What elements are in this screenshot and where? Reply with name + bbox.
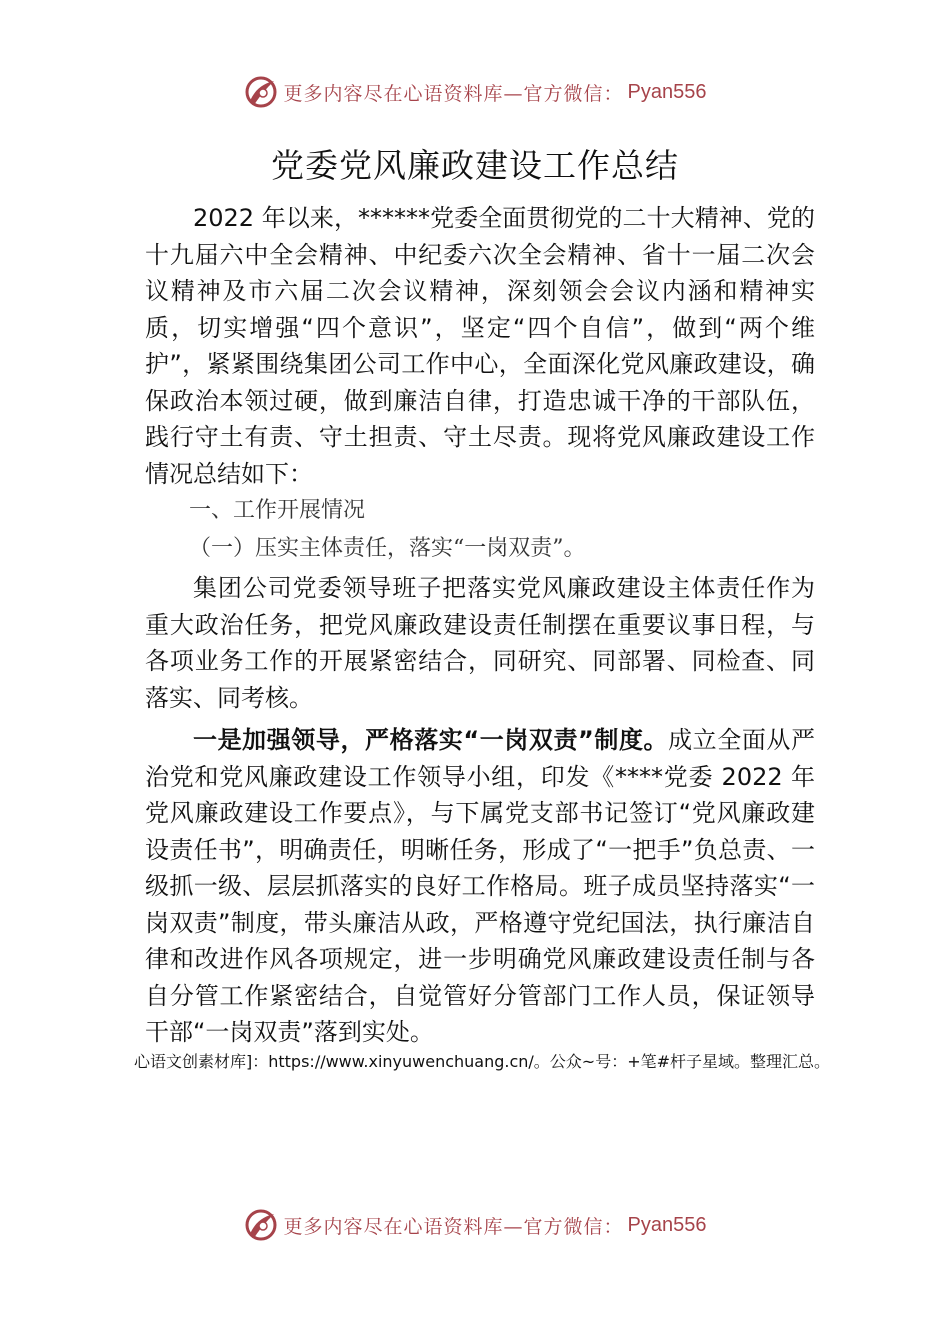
brand-logo-icon	[244, 1208, 278, 1242]
header-banner	[0, 72, 950, 112]
banner-wechat-id: Pyan556	[627, 80, 707, 103]
brand-logo-icon	[244, 75, 278, 109]
footer-banner	[0, 1205, 950, 1245]
document-title: 党委党风廉政建设工作总结	[271, 146, 679, 185]
point-text: 成立全面从严治党和党风廉政建设工作领导小组，印发《****党委 2022 年党风廉政建设工作要点》，与下属党支部书记签订“党风廉政建设责任书”，明确责任，明晰任务，形成了“一把手”负总责、一级抓一级、层层抓落实的良好工作格局。班子成员坚持落实“一岗双责”制度，带头廉洁从政，严格遵守党纪国法，执行廉洁自律和改进作风各项规定，进一步明确党风廉政建设责任制与各自分管工作紧密结合，自觉管好分管部门工作人员，保证领导干部“一岗双责”落到实处。	[145, 726, 815, 1046]
source-note: 心语文创素材库]：https://www.xinyuwenchuang.cn/。公众~号：+笔#杆子星域。整理汇总。	[134, 1052, 831, 1071]
banner-text: 更多内容尽在心语资料库—官方微信：	[283, 1215, 624, 1238]
point-paragraph	[145, 722, 815, 1051]
document-body	[145, 200, 815, 1051]
banner-text: 更多内容尽在心语资料库—官方微信：	[283, 82, 624, 105]
banner-wechat-id: Pyan556	[627, 1213, 707, 1236]
body-paragraph: 集团公司党委领导班子把落实党风廉政建设主体责任作为重大政治任务，把党风廉政建设责任制摆在重要议事日程，与各项业务工作的开展紧密结合，同研究、同部署、同检查、同落实、同考核。	[145, 574, 815, 712]
section-heading: 一、工作开展情况	[189, 498, 366, 523]
intro-paragraph: 2022 年以来，******党委全面贯彻党的二十大精神、党的十九届六中全会精神、中纪委六次全会精神、省十一届二次会议精神及市六届二次会议精神，深刻领会会议内涵和精神实质，切实增强“四个意识”，坚定“四个自信”，做到“两个维护”，紧紧围绕集团公司工作中心，全面深化党风廉政建设，确保政治本领过硬，做到廉洁自律，打造忠诚干净的干部队伍，践行守土有责、守土担责、守土尽责。现将党风廉政建设工作情况总结如下：	[145, 204, 815, 488]
subsection-heading: （一）压实主体责任，落实“一岗双责”。	[189, 536, 586, 561]
point-heading: 一是加强领导，严格落实“一岗双责”制度。	[193, 726, 669, 754]
